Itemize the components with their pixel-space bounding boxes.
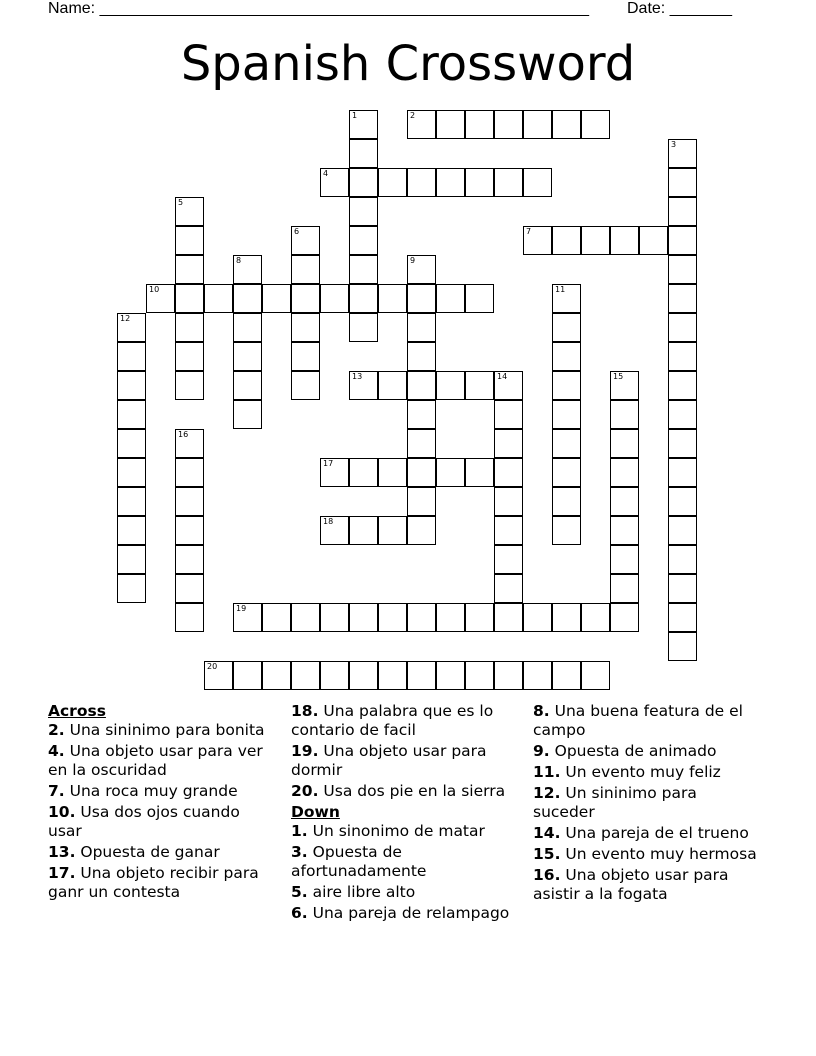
grid-cell[interactable] bbox=[436, 458, 465, 487]
grid-cell[interactable] bbox=[175, 603, 204, 632]
grid-cell[interactable] bbox=[320, 516, 349, 545]
cell-number: 11 bbox=[555, 285, 566, 294]
grid-cell[interactable] bbox=[668, 487, 697, 516]
cell-number: 5 bbox=[178, 198, 184, 207]
grid-cell[interactable] bbox=[436, 284, 465, 313]
clue-list bbox=[48, 721, 276, 902]
grid-cell[interactable] bbox=[668, 545, 697, 574]
grid-cell[interactable] bbox=[407, 429, 436, 458]
grid-cell[interactable] bbox=[552, 429, 581, 458]
grid-cell[interactable] bbox=[117, 458, 146, 487]
grid-cell[interactable] bbox=[668, 429, 697, 458]
grid-cell[interactable] bbox=[668, 284, 697, 313]
clue-item bbox=[533, 845, 761, 864]
grid-cell[interactable] bbox=[233, 371, 262, 400]
clue-number: 8. bbox=[533, 702, 550, 720]
clue-item bbox=[48, 721, 276, 740]
grid-cell[interactable] bbox=[291, 603, 320, 632]
grid-cell[interactable] bbox=[320, 284, 349, 313]
grid-cell[interactable] bbox=[465, 371, 494, 400]
grid-cell[interactable] bbox=[378, 284, 407, 313]
clue-number: 18. bbox=[291, 702, 319, 720]
grid-cell[interactable] bbox=[233, 284, 262, 313]
grid-cell[interactable] bbox=[349, 139, 378, 168]
grid-cell[interactable] bbox=[523, 110, 552, 139]
down-heading: Down bbox=[291, 803, 340, 821]
grid-cell[interactable] bbox=[291, 284, 320, 313]
grid-cell[interactable] bbox=[233, 400, 262, 429]
grid-cell[interactable] bbox=[494, 168, 523, 197]
clue-number: 12. bbox=[533, 784, 561, 802]
clue-list bbox=[291, 702, 519, 801]
grid-cell[interactable] bbox=[610, 603, 639, 632]
grid-cell[interactable] bbox=[523, 168, 552, 197]
clue-text: Un sinonimo de matar bbox=[307, 822, 485, 840]
grid-cell[interactable] bbox=[610, 371, 639, 400]
clue-text: Un evento muy feliz bbox=[560, 763, 721, 781]
grid-cell[interactable] bbox=[175, 429, 204, 458]
grid-cell[interactable] bbox=[610, 458, 639, 487]
grid-cell[interactable] bbox=[552, 458, 581, 487]
grid-cell[interactable] bbox=[494, 487, 523, 516]
grid-cell[interactable] bbox=[552, 661, 581, 690]
grid-cell[interactable] bbox=[407, 168, 436, 197]
across-heading: Across bbox=[48, 702, 106, 720]
grid-cell[interactable] bbox=[494, 110, 523, 139]
grid-cell[interactable] bbox=[378, 458, 407, 487]
clue-number: 20. bbox=[291, 782, 319, 800]
grid-cell[interactable] bbox=[407, 661, 436, 690]
grid-cell[interactable] bbox=[494, 574, 523, 603]
clue-item bbox=[48, 782, 276, 801]
cell-number: 2 bbox=[410, 111, 416, 120]
clue-number: 19. bbox=[291, 742, 319, 760]
grid-cell[interactable] bbox=[233, 342, 262, 371]
clue-text: Una objeto usar para dormir bbox=[291, 742, 487, 779]
cell-number: 16 bbox=[178, 430, 189, 439]
clue-item bbox=[291, 904, 519, 923]
grid-cell[interactable] bbox=[378, 603, 407, 632]
grid-cell[interactable] bbox=[320, 603, 349, 632]
grid-cell[interactable] bbox=[291, 255, 320, 284]
cell-number: 12 bbox=[120, 314, 131, 323]
clue-number: 3. bbox=[291, 843, 308, 861]
clue-list bbox=[291, 822, 519, 923]
cell-number: 20 bbox=[207, 662, 218, 671]
grid-cell[interactable] bbox=[262, 603, 291, 632]
grid-cell[interactable] bbox=[610, 226, 639, 255]
clue-number: 10. bbox=[48, 803, 76, 821]
clue-item bbox=[533, 866, 761, 904]
grid-cell[interactable] bbox=[552, 342, 581, 371]
clue-item bbox=[291, 883, 519, 902]
grid-cell[interactable] bbox=[639, 226, 668, 255]
grid-cell[interactable] bbox=[581, 226, 610, 255]
cell-number: 19 bbox=[236, 604, 247, 613]
clue-list bbox=[533, 702, 761, 904]
clue-text: Opuesta de animado bbox=[549, 742, 717, 760]
cell-number: 7 bbox=[526, 227, 532, 236]
grid-cell[interactable] bbox=[349, 661, 378, 690]
grid-cell[interactable] bbox=[523, 661, 552, 690]
grid-cell[interactable] bbox=[668, 458, 697, 487]
grid-cell[interactable] bbox=[175, 545, 204, 574]
grid-cell[interactable] bbox=[494, 516, 523, 545]
grid-cell[interactable] bbox=[668, 516, 697, 545]
clue-text: Una pareja de relampago bbox=[307, 904, 510, 922]
cell-number: 3 bbox=[671, 140, 677, 149]
grid-cell[interactable] bbox=[494, 371, 523, 400]
grid-cell[interactable] bbox=[349, 516, 378, 545]
grid-cell[interactable] bbox=[610, 516, 639, 545]
grid-cell[interactable] bbox=[291, 342, 320, 371]
cell-number: 8 bbox=[236, 256, 242, 265]
grid-cell[interactable] bbox=[146, 284, 175, 313]
clue-text: Una objeto usar para asistir a la fogata bbox=[533, 866, 729, 903]
grid-cell[interactable] bbox=[291, 226, 320, 255]
clue-number: 14. bbox=[533, 824, 561, 842]
grid-cell[interactable] bbox=[668, 313, 697, 342]
grid-cell[interactable] bbox=[233, 255, 262, 284]
grid-cell[interactable] bbox=[407, 284, 436, 313]
clue-number: 4. bbox=[48, 742, 65, 760]
grid-cell[interactable] bbox=[291, 313, 320, 342]
grid-cell[interactable] bbox=[175, 516, 204, 545]
grid-cell[interactable] bbox=[494, 458, 523, 487]
clues-column-1 bbox=[48, 702, 276, 904]
clue-number: 15. bbox=[533, 845, 561, 863]
clue-item bbox=[291, 702, 519, 740]
grid-cell[interactable] bbox=[494, 429, 523, 458]
grid-cell[interactable] bbox=[436, 168, 465, 197]
grid-cell[interactable] bbox=[494, 545, 523, 574]
grid-cell[interactable] bbox=[117, 487, 146, 516]
grid-cell[interactable] bbox=[204, 661, 233, 690]
grid-cell[interactable] bbox=[407, 371, 436, 400]
cell-number: 14 bbox=[497, 372, 508, 381]
grid-cell[interactable] bbox=[349, 371, 378, 400]
clue-number: 2. bbox=[48, 721, 65, 739]
grid-cell[interactable] bbox=[668, 168, 697, 197]
grid-cell[interactable] bbox=[175, 226, 204, 255]
clue-item bbox=[48, 843, 276, 862]
grid-cell[interactable] bbox=[175, 197, 204, 226]
grid-cell[interactable] bbox=[175, 342, 204, 371]
grid-cell[interactable] bbox=[465, 284, 494, 313]
clue-text: Opuesta de ganar bbox=[75, 843, 220, 861]
grid-cell[interactable] bbox=[581, 110, 610, 139]
grid-cell[interactable] bbox=[349, 110, 378, 139]
grid-cell[interactable] bbox=[552, 516, 581, 545]
grid-cell[interactable] bbox=[175, 574, 204, 603]
grid-cell[interactable] bbox=[407, 487, 436, 516]
clue-item bbox=[48, 742, 276, 780]
grid-cell[interactable] bbox=[552, 226, 581, 255]
grid-cell[interactable] bbox=[349, 168, 378, 197]
grid-cell[interactable] bbox=[552, 487, 581, 516]
grid-cell[interactable] bbox=[407, 603, 436, 632]
grid-cell[interactable] bbox=[320, 661, 349, 690]
cell-number: 6 bbox=[294, 227, 300, 236]
grid-cell[interactable] bbox=[320, 168, 349, 197]
clue-text: Opuesta de afortunadamente bbox=[291, 843, 427, 880]
grid-cell[interactable] bbox=[378, 168, 407, 197]
grid-cell[interactable] bbox=[349, 284, 378, 313]
clue-number: 16. bbox=[533, 866, 561, 884]
grid-cell[interactable] bbox=[668, 371, 697, 400]
grid-cell[interactable] bbox=[668, 226, 697, 255]
grid-cell[interactable] bbox=[233, 313, 262, 342]
grid-cell[interactable] bbox=[552, 371, 581, 400]
clue-number: 6. bbox=[291, 904, 308, 922]
grid-cell[interactable] bbox=[668, 255, 697, 284]
clue-text: Una sininimo para bonita bbox=[64, 721, 265, 739]
grid-cell[interactable] bbox=[407, 255, 436, 284]
grid-cell[interactable] bbox=[233, 661, 262, 690]
clue-text: Una buena featura de el campo bbox=[533, 702, 743, 739]
cell-number: 13 bbox=[352, 372, 363, 381]
clue-number: 7. bbox=[48, 782, 65, 800]
grid-cell[interactable] bbox=[552, 284, 581, 313]
clue-text: Usa dos ojos cuando usar bbox=[48, 803, 240, 840]
grid-cell[interactable] bbox=[349, 603, 378, 632]
grid-cell[interactable] bbox=[552, 400, 581, 429]
clues-column-3 bbox=[533, 702, 761, 906]
grid-cell[interactable] bbox=[117, 545, 146, 574]
grid-cell[interactable] bbox=[494, 603, 523, 632]
grid-cell[interactable] bbox=[349, 313, 378, 342]
clue-text: Usa dos pie en la sierra bbox=[318, 782, 506, 800]
clue-item bbox=[533, 763, 761, 782]
grid-cell[interactable] bbox=[407, 400, 436, 429]
grid-cell[interactable] bbox=[668, 197, 697, 226]
grid-cell[interactable] bbox=[117, 400, 146, 429]
grid-cell[interactable] bbox=[378, 661, 407, 690]
grid-cell[interactable] bbox=[465, 110, 494, 139]
cell-number: 17 bbox=[323, 459, 334, 468]
clue-text: Un evento muy hermosa bbox=[560, 845, 757, 863]
clue-number: 17. bbox=[48, 864, 76, 882]
grid-cell[interactable] bbox=[349, 255, 378, 284]
grid-cell[interactable] bbox=[407, 342, 436, 371]
cell-number: 10 bbox=[149, 285, 160, 294]
grid-cell[interactable] bbox=[117, 429, 146, 458]
clue-item bbox=[533, 702, 761, 740]
grid-cell[interactable] bbox=[465, 168, 494, 197]
grid-cell[interactable] bbox=[175, 371, 204, 400]
grid-cell[interactable] bbox=[175, 255, 204, 284]
grid-cell[interactable] bbox=[581, 603, 610, 632]
clue-text: Una objeto usar para ver en la oscuridad bbox=[48, 742, 263, 779]
grid-cell[interactable] bbox=[523, 603, 552, 632]
grid-cell[interactable] bbox=[407, 516, 436, 545]
cell-number: 9 bbox=[410, 256, 416, 265]
grid-cell[interactable] bbox=[175, 284, 204, 313]
grid-cell[interactable] bbox=[175, 313, 204, 342]
grid-cell[interactable] bbox=[668, 342, 697, 371]
grid-cell[interactable] bbox=[349, 458, 378, 487]
grid-cell[interactable] bbox=[465, 603, 494, 632]
grid-cell[interactable] bbox=[668, 574, 697, 603]
grid-cell[interactable] bbox=[465, 458, 494, 487]
grid-cell[interactable] bbox=[610, 400, 639, 429]
grid-cell[interactable] bbox=[407, 110, 436, 139]
grid-cell[interactable] bbox=[407, 458, 436, 487]
page-title: Spanish Crossword bbox=[180, 36, 636, 92]
grid-cell[interactable] bbox=[320, 458, 349, 487]
grid-cell[interactable] bbox=[436, 371, 465, 400]
grid-cell[interactable] bbox=[291, 661, 320, 690]
grid-cell[interactable] bbox=[465, 661, 494, 690]
grid-cell[interactable] bbox=[668, 400, 697, 429]
cell-number: 15 bbox=[613, 372, 624, 381]
grid-cell[interactable] bbox=[117, 371, 146, 400]
grid-cell[interactable] bbox=[407, 313, 436, 342]
name-field[interactable]: Name: _______________________________________________________ bbox=[48, 0, 589, 17]
clue-item bbox=[291, 742, 519, 780]
grid-cell[interactable] bbox=[610, 429, 639, 458]
clue-text: Una roca muy grande bbox=[64, 782, 238, 800]
grid-cell[interactable] bbox=[552, 313, 581, 342]
cell-number: 1 bbox=[352, 111, 358, 120]
grid-cell[interactable] bbox=[523, 226, 552, 255]
clue-number: 11. bbox=[533, 763, 561, 781]
grid-cell[interactable] bbox=[436, 661, 465, 690]
grid-cell[interactable] bbox=[552, 110, 581, 139]
clue-text: Un sininimo para suceder bbox=[533, 784, 697, 821]
clue-item bbox=[48, 864, 276, 902]
grid-cell[interactable] bbox=[581, 661, 610, 690]
clue-item bbox=[533, 742, 761, 761]
grid-cell[interactable] bbox=[668, 139, 697, 168]
grid-cell[interactable] bbox=[436, 603, 465, 632]
grid-cell[interactable] bbox=[117, 516, 146, 545]
grid-cell[interactable] bbox=[436, 110, 465, 139]
clue-text: Una pareja de el trueno bbox=[560, 824, 749, 842]
grid-cell[interactable] bbox=[378, 516, 407, 545]
clue-number: 9. bbox=[533, 742, 550, 760]
grid-cell[interactable] bbox=[262, 284, 291, 313]
clue-item bbox=[533, 784, 761, 822]
grid-cell[interactable] bbox=[349, 226, 378, 255]
grid-cell[interactable] bbox=[233, 603, 262, 632]
grid-cell[interactable] bbox=[262, 661, 291, 690]
clue-number: 13. bbox=[48, 843, 76, 861]
grid-cell[interactable] bbox=[610, 487, 639, 516]
cell-number: 4 bbox=[323, 169, 329, 178]
grid-cell[interactable] bbox=[349, 197, 378, 226]
clues-column-2 bbox=[291, 702, 519, 925]
clue-number: 5. bbox=[291, 883, 308, 901]
grid-cell[interactable] bbox=[494, 661, 523, 690]
date-field[interactable]: Date: _______ bbox=[627, 0, 732, 17]
clue-number: 1. bbox=[291, 822, 308, 840]
grid-cell[interactable] bbox=[117, 313, 146, 342]
clue-text: Una palabra que es lo contario de facil bbox=[291, 702, 494, 739]
clue-text: Una objeto recibir para ganr un contesta bbox=[48, 864, 259, 901]
grid-cell[interactable] bbox=[117, 342, 146, 371]
grid-cell[interactable] bbox=[291, 371, 320, 400]
grid-cell[interactable] bbox=[175, 458, 204, 487]
grid-cell[interactable] bbox=[117, 574, 146, 603]
grid-cell[interactable] bbox=[610, 574, 639, 603]
grid-cell[interactable] bbox=[668, 603, 697, 632]
grid-cell[interactable] bbox=[494, 400, 523, 429]
grid-cell[interactable] bbox=[552, 603, 581, 632]
cell-number: 18 bbox=[323, 517, 334, 526]
clue-item bbox=[291, 843, 519, 881]
clue-text: aire libre alto bbox=[307, 883, 416, 901]
grid-cell[interactable] bbox=[668, 632, 697, 661]
clue-item bbox=[533, 824, 761, 843]
clue-item bbox=[291, 822, 519, 841]
grid-cell[interactable] bbox=[378, 371, 407, 400]
clue-item bbox=[48, 803, 276, 841]
clue-item bbox=[291, 782, 519, 801]
grid-cell[interactable] bbox=[204, 284, 233, 313]
grid-cell[interactable] bbox=[175, 487, 204, 516]
grid-cell[interactable] bbox=[610, 545, 639, 574]
